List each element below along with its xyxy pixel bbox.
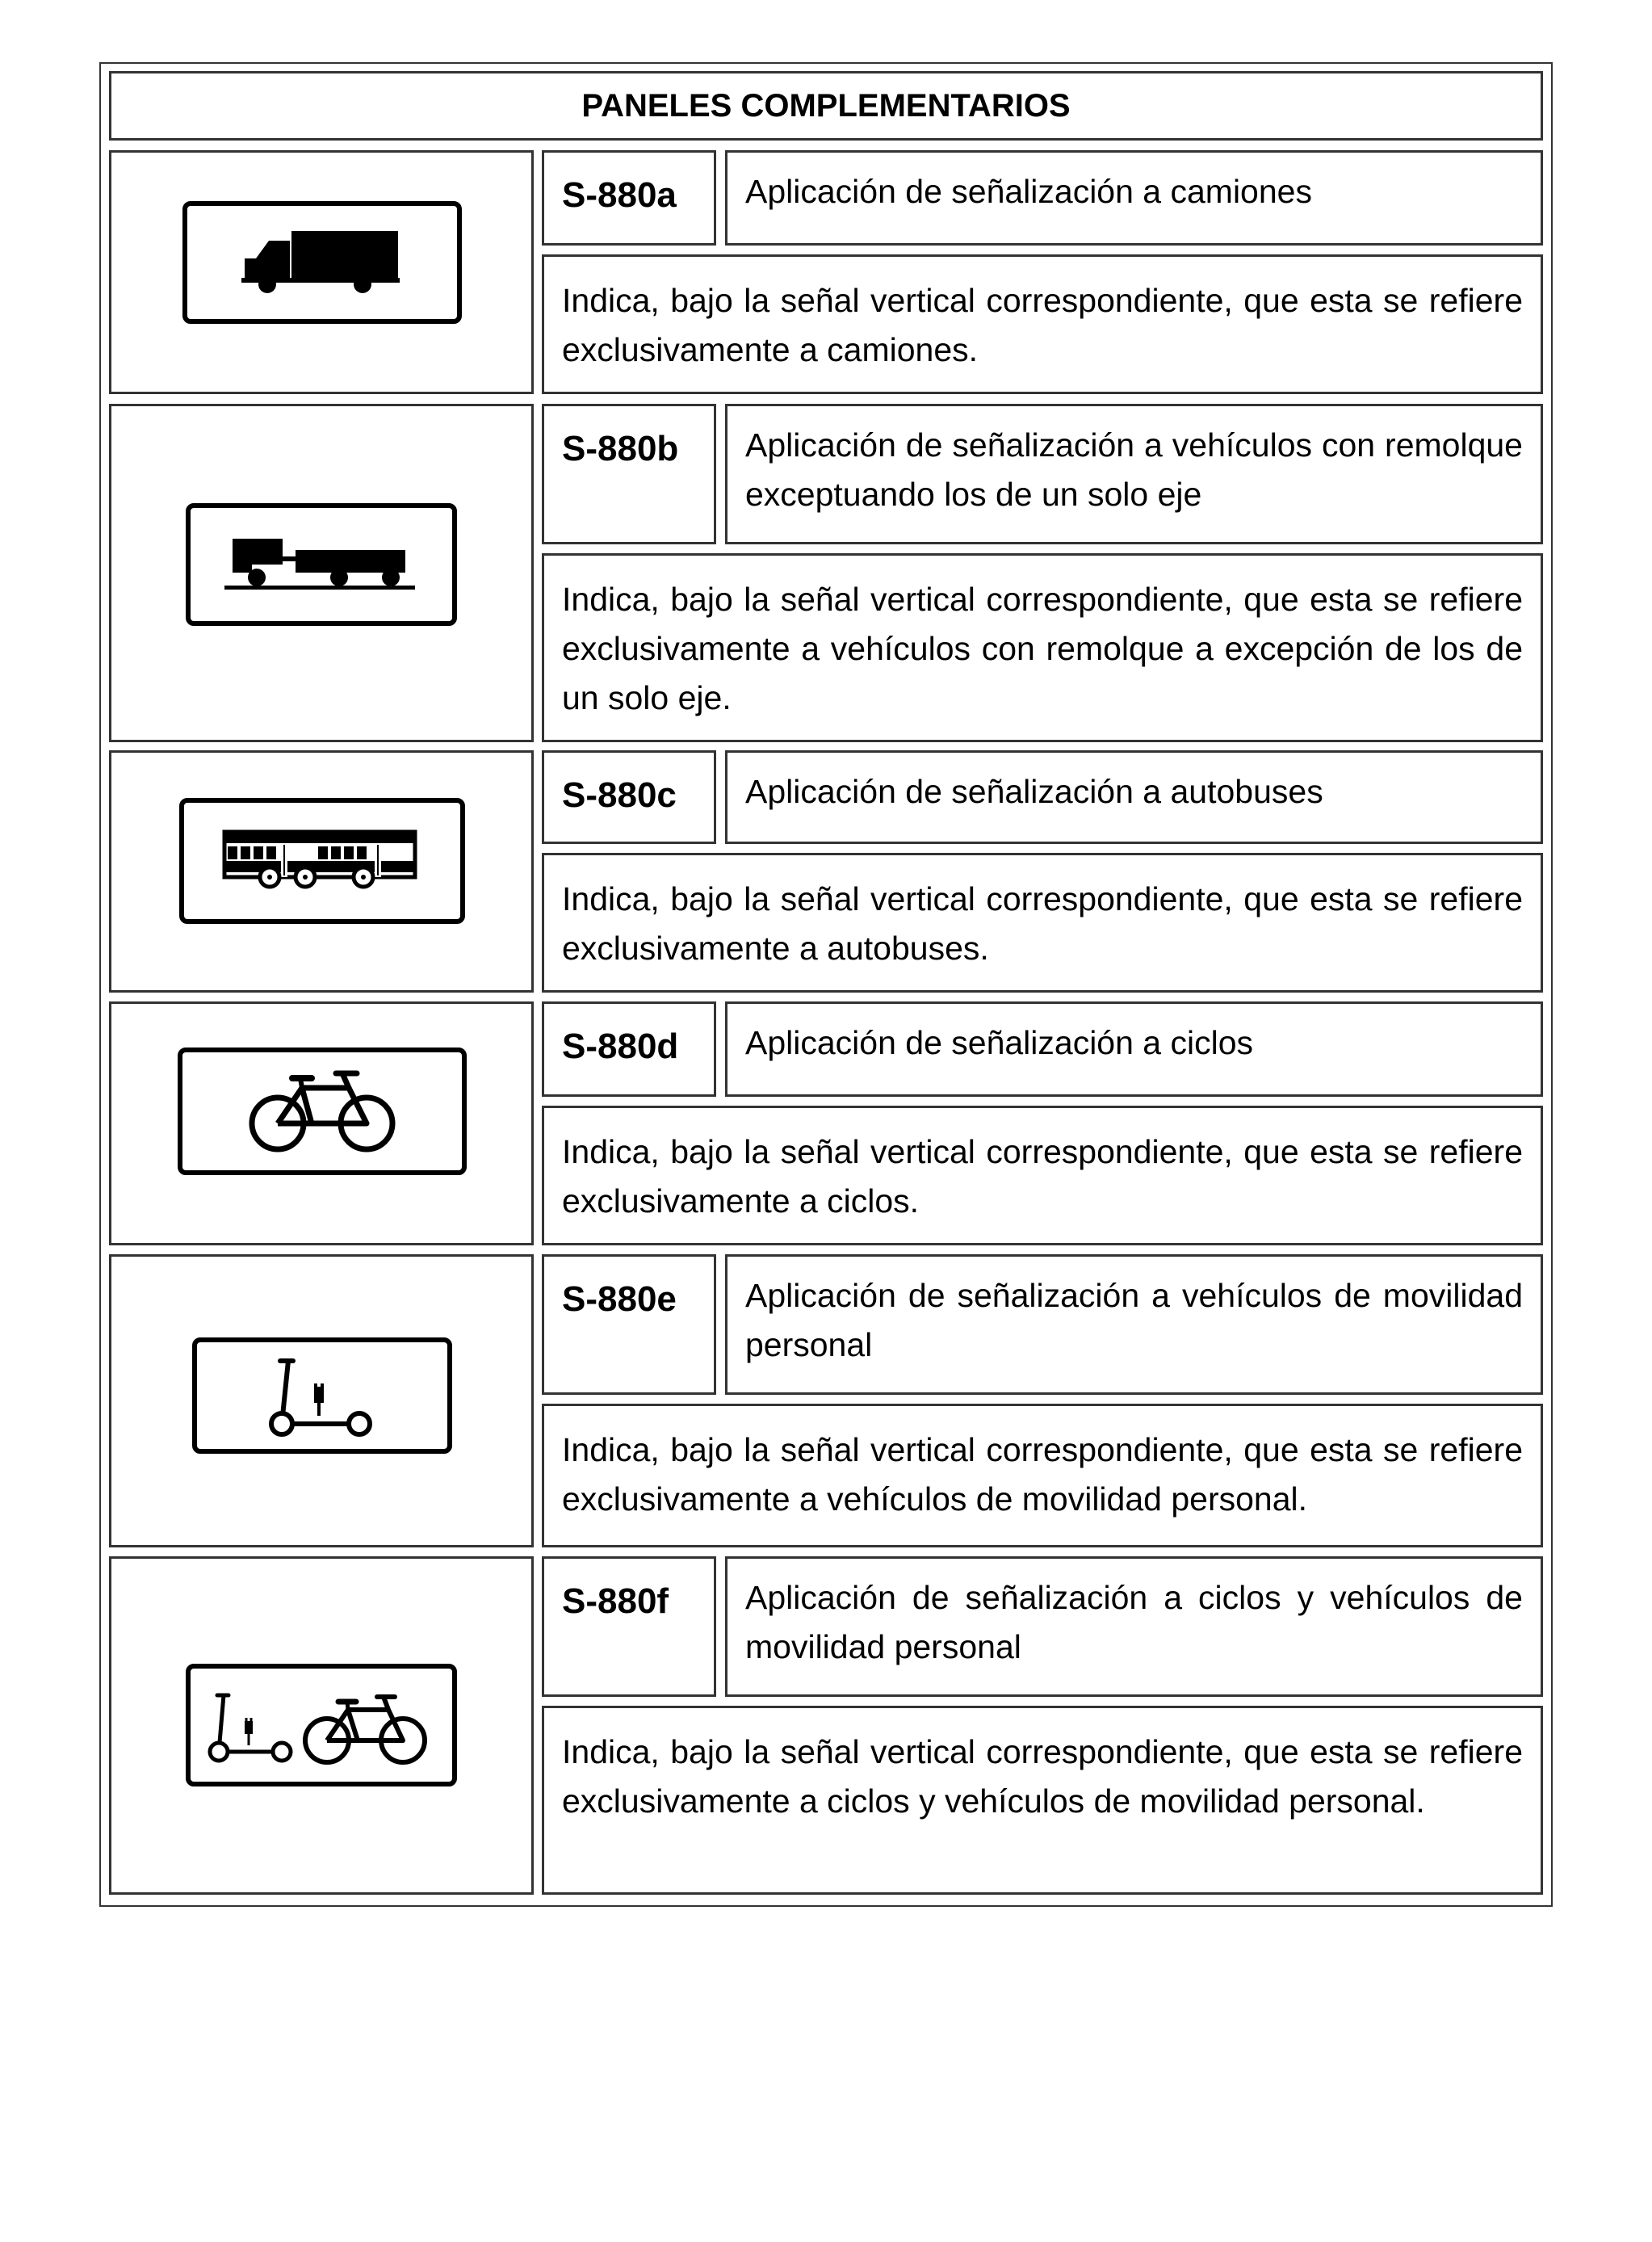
sign-panel <box>186 1664 457 1786</box>
sign-cell <box>109 1556 534 1895</box>
bicycle-icon <box>245 1067 399 1156</box>
table-title: PANELES COMPLEMENTARIOS <box>109 71 1543 141</box>
sign-panel <box>179 798 465 924</box>
e-scooter-icon <box>266 1351 379 1440</box>
sign-cell <box>109 1254 534 1547</box>
sign-code: S-880a <box>542 150 716 246</box>
scooter-and-bicycle-icon <box>204 1681 438 1770</box>
trailer-icon <box>224 532 418 597</box>
sign-name: Aplicación de señalización a vehículos con remolque exceptuando los de un solo eje <box>725 404 1543 544</box>
sign-code: S-880c <box>542 750 716 844</box>
sign-cell <box>109 150 534 394</box>
sign-cell <box>109 404 534 742</box>
truck-icon <box>241 226 403 299</box>
sign-panel <box>178 1048 467 1175</box>
sign-panel <box>192 1337 452 1454</box>
sign-panel <box>186 503 457 626</box>
sign-code: S-880f <box>542 1556 716 1697</box>
sign-description: Indica, bajo la señal vertical correspondiente, que esta se refiere exclusivamente a vehículos con remolque a excepción de los de un solo eje. <box>542 553 1543 742</box>
sign-code: S-880e <box>542 1254 716 1395</box>
sign-description: Indica, bajo la señal vertical correspondiente, que esta se refiere exclusivamente a vehículos de movilidad personal. <box>542 1404 1543 1547</box>
sign-panel <box>182 201 462 324</box>
sign-cell <box>109 750 534 993</box>
bicycle-icon <box>305 1697 425 1762</box>
sign-code: S-880d <box>542 1001 716 1097</box>
sign-name: Aplicación de señalización a ciclos y vehículos de movilidad personal <box>725 1556 1543 1697</box>
sign-description: Indica, bajo la señal vertical correspondiente, que esta se refiere exclusivamente a ciclos y vehículos de movilidad personal. <box>542 1706 1543 1895</box>
sign-code: S-880b <box>542 404 716 544</box>
sign-name: Aplicación de señalización a camiones <box>725 150 1543 246</box>
sign-description: Indica, bajo la señal vertical correspondiente, que esta se refiere exclusivamente a camiones. <box>542 254 1543 394</box>
sign-name: Aplicación de señalización a autobuses <box>725 750 1543 844</box>
sign-description: Indica, bajo la señal vertical correspondiente, que esta se refiere exclusivamente a ciclos. <box>542 1106 1543 1245</box>
bus-icon <box>221 829 423 893</box>
e-scooter-icon <box>210 1695 291 1761</box>
sign-cell <box>109 1001 534 1245</box>
sign-name: Aplicación de señalización a ciclos <box>725 1001 1543 1097</box>
sign-name: Aplicación de señalización a vehículos de movilidad personal <box>725 1254 1543 1395</box>
sign-description: Indica, bajo la señal vertical correspondiente, que esta se refiere exclusivamente a autobuses. <box>542 853 1543 993</box>
